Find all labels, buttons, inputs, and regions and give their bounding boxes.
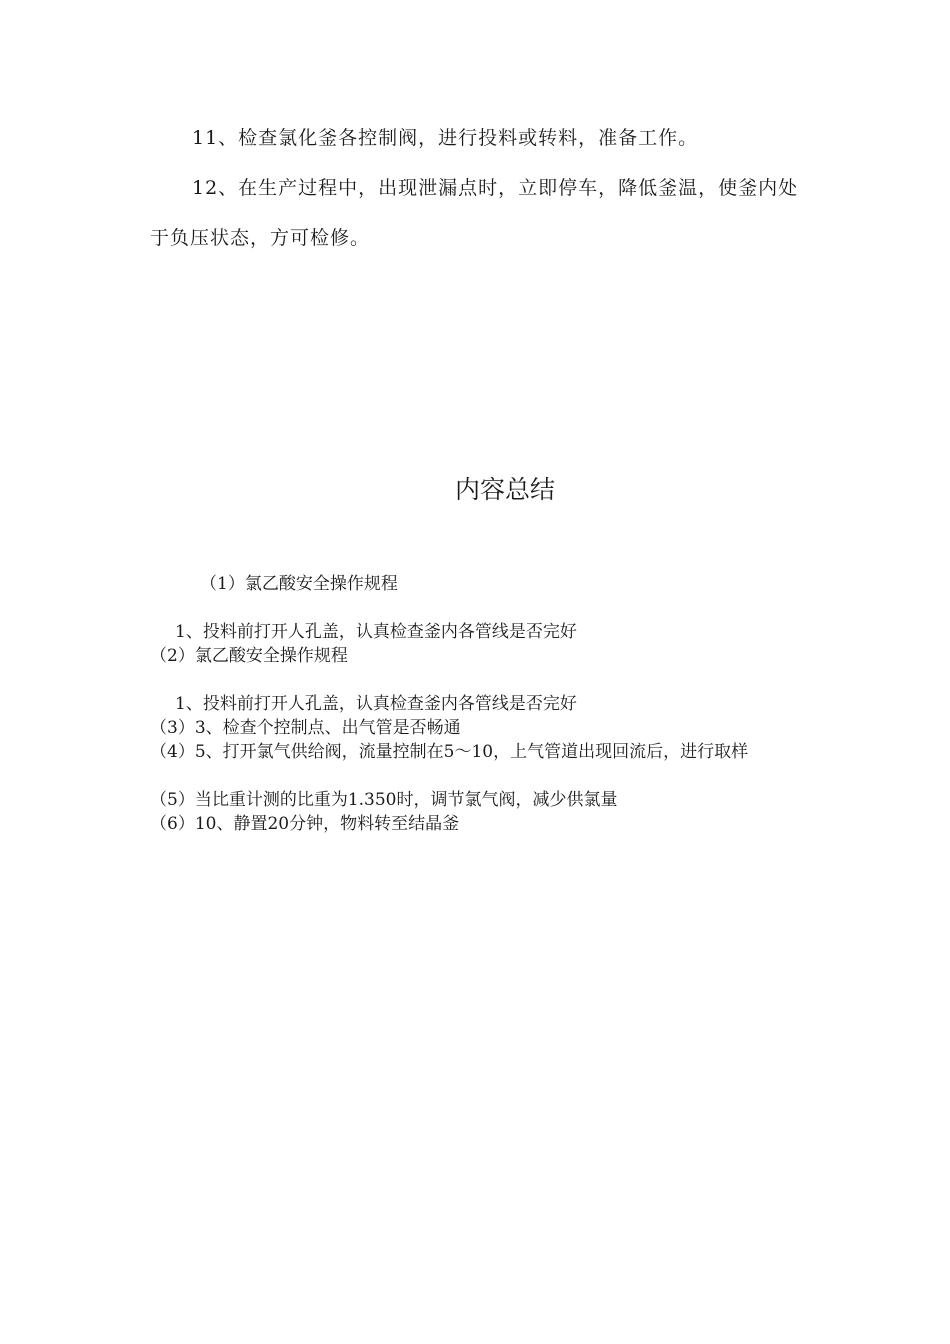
summary-item: （2）氯乙酸安全操作规程 <box>150 646 348 666</box>
paragraph-step-11: 11、检查氯化釜各控制阀，进行投料或转料，准备工作。 <box>192 127 699 149</box>
summary-title: 内容总结 <box>454 475 555 504</box>
summary-item: （3）3、检查个控制点、出气管是否畅通 <box>150 718 461 738</box>
summary-item: （4）5、打开氯气供给阀，流量控制在5～10，上气管道出现回流后，进行取样 <box>150 742 749 762</box>
summary-item: 1、投料前打开人孔盖，认真检查釜内各管线是否完好 <box>175 622 577 642</box>
summary-item: （6）10、静置20分钟，物料转至结晶釜 <box>150 814 460 834</box>
summary-item: （5）当比重计测的比重为1.350时，调节氯气阀，减少供氯量 <box>150 790 618 810</box>
summary-item: （1）氯乙酸安全操作规程 <box>200 574 398 594</box>
summary-item: 1、投料前打开人孔盖，认真检查釜内各管线是否完好 <box>175 694 577 714</box>
paragraph-step-12: 12、在生产过程中，出现泄漏点时，立即停车，降低釜温，使釜内处于负压状态，方可检修。 <box>150 177 799 249</box>
